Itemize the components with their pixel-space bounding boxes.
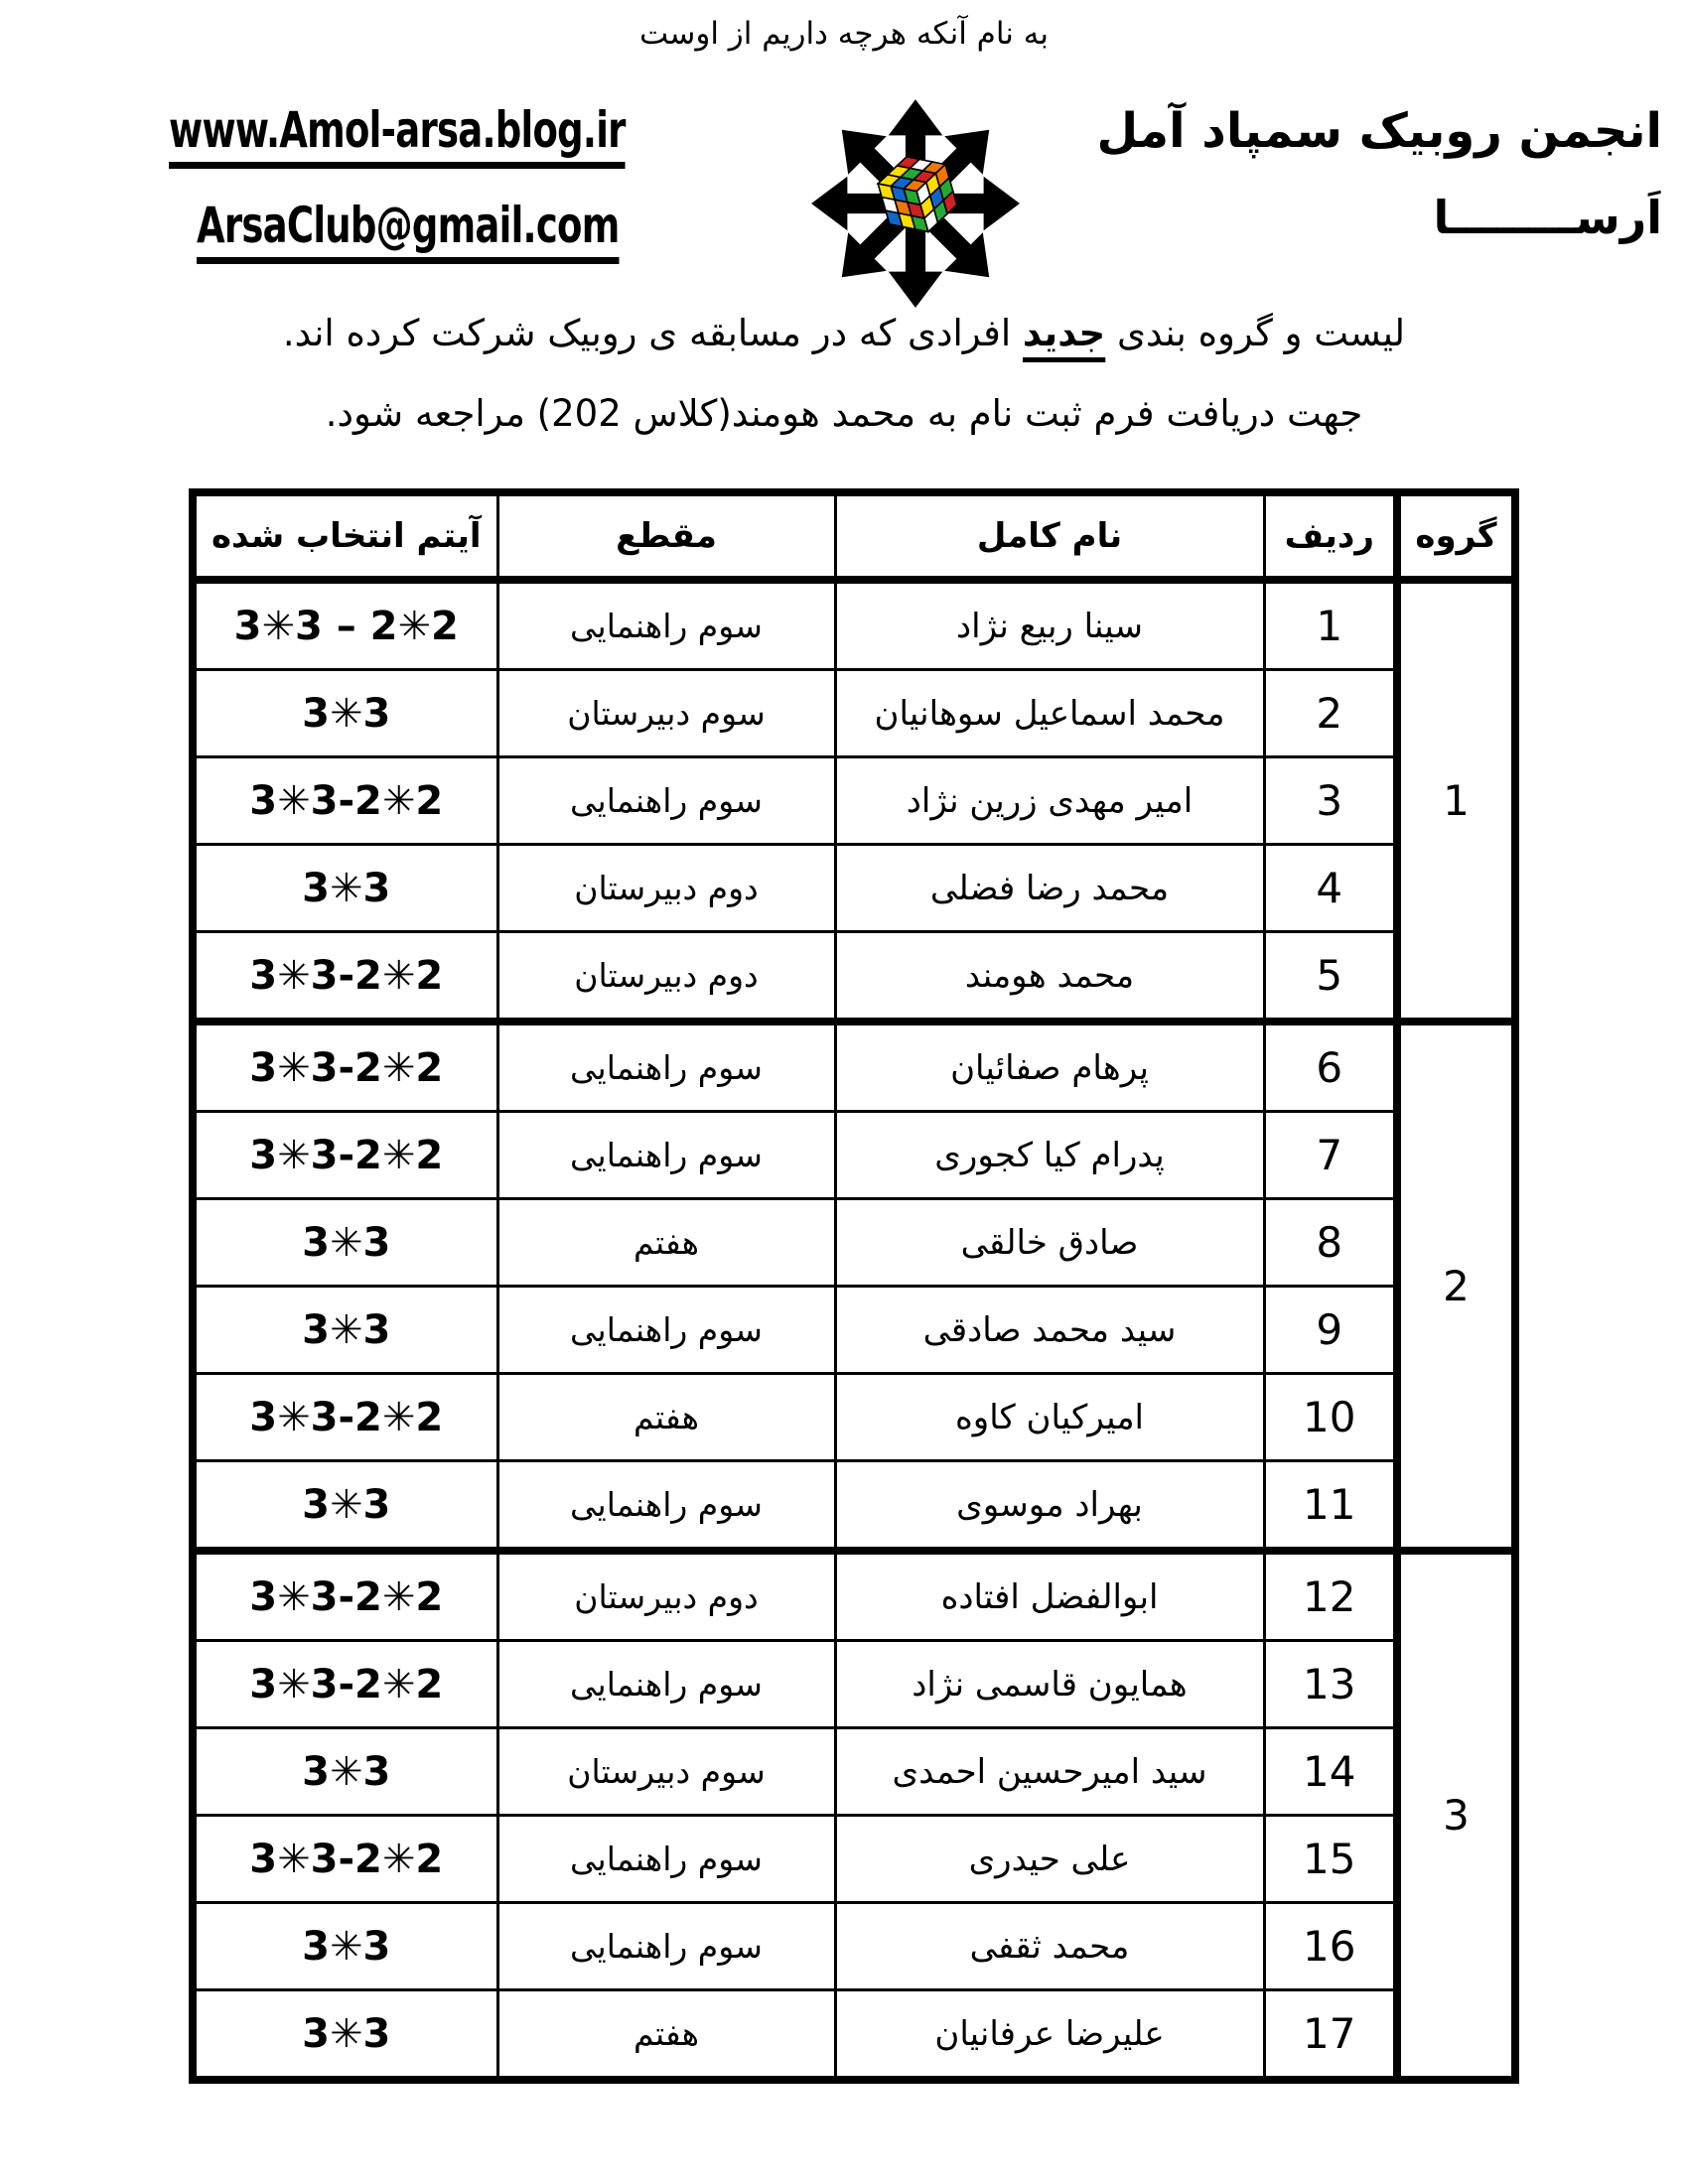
name-cell: محمد رضا فضلی xyxy=(835,845,1264,932)
table-row xyxy=(193,1728,1515,1816)
row-number-cell: 7 xyxy=(1264,1112,1397,1199)
row-number-cell: 4 xyxy=(1264,845,1397,932)
email-link: ArsaClub@gmail.com xyxy=(197,197,620,264)
grade-cell: هفتم xyxy=(497,1199,835,1287)
group-cell: 2 xyxy=(1397,1022,1515,1551)
item-cell: 3✳3-2✳2 xyxy=(193,757,497,845)
item-cell: 3✳3 xyxy=(193,1903,497,1990)
row-number-cell: 14 xyxy=(1264,1728,1397,1816)
row-number-cell: 15 xyxy=(1264,1816,1397,1903)
row-number-cell: 13 xyxy=(1264,1641,1397,1728)
row-number-cell: 6 xyxy=(1264,1022,1397,1112)
new-word-highlight: جدید xyxy=(1022,312,1106,354)
table-row xyxy=(193,1903,1515,1990)
bismillah-line: به نام آنکه هرچه داریم از اوست xyxy=(638,16,1050,52)
grade-cell: دوم دبیرستان xyxy=(497,845,835,932)
grade-cell: سوم راهنمایی xyxy=(497,1903,835,1990)
grade-cell: هفتم xyxy=(497,1990,835,2081)
intro-line xyxy=(0,312,1688,354)
grade-cell: سوم دبیرستان xyxy=(497,670,835,757)
intro-text-post: افرادی که در مسابقه ی روبیک شرکت کرده اند. xyxy=(282,312,1023,354)
row-number-cell: 10 xyxy=(1264,1374,1397,1461)
name-cell: امیرکیان کاوه xyxy=(835,1374,1264,1461)
row-number-cell: 3 xyxy=(1264,757,1397,845)
row-number-cell: 1 xyxy=(1264,580,1397,670)
org-block xyxy=(1021,91,1662,244)
roster-header-row xyxy=(193,492,1515,580)
item-cell: 3✳3 xyxy=(193,1199,497,1287)
table-row xyxy=(193,932,1515,1023)
table-row xyxy=(193,845,1515,932)
grade-cell: سوم راهنمایی xyxy=(497,1641,835,1728)
name-cell: بهراد موسوی xyxy=(835,1461,1264,1552)
table-row xyxy=(193,1022,1515,1112)
item-cell: 3✳3-2✳2 xyxy=(193,1112,497,1199)
roster-body xyxy=(193,580,1515,2080)
item-cell: 3✳3 xyxy=(193,670,497,757)
grade-cell: سوم راهنمایی xyxy=(497,757,835,845)
name-cell: پدرام کیا کجوری xyxy=(835,1112,1264,1199)
chaos-star-icon xyxy=(810,91,1021,312)
item-cell: 3✳3-2✳2 xyxy=(193,1022,497,1112)
name-cell: محمد هومند xyxy=(835,932,1264,1023)
table-row xyxy=(193,580,1515,670)
name-cell: صادق خالقی xyxy=(835,1199,1264,1287)
name-cell: ابوالفضل افتاده xyxy=(835,1551,1264,1641)
column-header-grade: مقطع xyxy=(497,492,835,580)
item-cell: 3✳3 xyxy=(193,1287,497,1374)
item-cell: 3✳3-2✳2 xyxy=(193,1374,497,1461)
row-number-cell: 8 xyxy=(1264,1199,1397,1287)
website-link: www.Amol-arsa.blog.ir xyxy=(169,101,626,169)
name-cell: امیر مهدی زرین نژاد xyxy=(835,757,1264,845)
roster-table xyxy=(189,488,1519,2084)
contact-block xyxy=(169,91,810,264)
row-number-cell: 5 xyxy=(1264,932,1397,1023)
item-cell: 3✳3 xyxy=(193,1728,497,1816)
table-row xyxy=(193,1461,1515,1552)
table-row xyxy=(193,757,1515,845)
row-number-cell: 2 xyxy=(1264,670,1397,757)
table-row xyxy=(193,1112,1515,1199)
item-cell: 3✳3-2✳2 xyxy=(193,932,497,1023)
org-short-name: اَرســــــــا xyxy=(1433,191,1662,244)
item-cell: 3✳3-2✳2 xyxy=(193,1641,497,1728)
grade-cell: هفتم xyxy=(497,1374,835,1461)
item-cell: 3✳3 xyxy=(193,1461,497,1552)
name-cell: محمد اسماعیل سوهانیان xyxy=(835,670,1264,757)
table-row xyxy=(193,1816,1515,1903)
name-cell: علیرضا عرفانیان xyxy=(835,1990,1264,2081)
column-header-row: ردیف xyxy=(1264,492,1397,580)
item-cell: 3✳3 – 2✳2 xyxy=(193,580,497,670)
column-header-name: نام کامل xyxy=(835,492,1264,580)
row-number-cell: 11 xyxy=(1264,1461,1397,1552)
name-cell: سید محمد صادقی xyxy=(835,1287,1264,1374)
table-row xyxy=(193,1287,1515,1374)
row-number-cell: 17 xyxy=(1264,1990,1397,2081)
row-number-cell: 12 xyxy=(1264,1551,1397,1641)
name-cell: همایون قاسمی نژاد xyxy=(835,1641,1264,1728)
grade-cell: سوم راهنمایی xyxy=(497,1022,835,1112)
column-header-group: گروه xyxy=(1397,492,1515,580)
intro-text-pre: لیست و گروه بندی xyxy=(1105,312,1406,354)
group-cell: 3 xyxy=(1397,1551,1515,2080)
table-row xyxy=(193,1551,1515,1641)
column-header-item: آیتم انتخاب شده xyxy=(193,492,497,580)
name-cell: سید امیرحسین احمدی xyxy=(835,1728,1264,1816)
grade-cell: سوم راهنمایی xyxy=(497,580,835,670)
name-cell: محمد ثقفی xyxy=(835,1903,1264,1990)
grade-cell: سوم راهنمایی xyxy=(497,1461,835,1552)
item-cell: 3✳3-2✳2 xyxy=(193,1816,497,1903)
row-number-cell: 16 xyxy=(1264,1903,1397,1990)
grade-cell: سوم راهنمایی xyxy=(497,1112,835,1199)
table-row xyxy=(193,670,1515,757)
name-cell: علی حیدری xyxy=(835,1816,1264,1903)
grade-cell: سوم راهنمایی xyxy=(497,1287,835,1374)
item-cell: 3✳3-2✳2 xyxy=(193,1551,497,1641)
item-cell: 3✳3 xyxy=(193,1990,497,2081)
grade-cell: سوم دبیرستان xyxy=(497,1728,835,1816)
table-row xyxy=(193,1199,1515,1287)
table-row xyxy=(193,1374,1515,1461)
name-cell: سینا ربیع نژاد xyxy=(835,580,1264,670)
document-header xyxy=(0,91,1688,312)
group-cell: 1 xyxy=(1397,580,1515,1022)
grade-cell: دوم دبیرستان xyxy=(497,932,835,1023)
grade-cell: سوم راهنمایی xyxy=(497,1816,835,1903)
arsa-logo xyxy=(810,91,1021,312)
org-title: انجمن روبیک سمپاد آمل xyxy=(1096,103,1662,159)
table-row xyxy=(193,1990,1515,2081)
row-number-cell: 9 xyxy=(1264,1287,1397,1374)
item-cell: 3✳3 xyxy=(193,845,497,932)
table-row xyxy=(193,1641,1515,1728)
note-line: جهت دریافت فرم ثبت نام به محمد هومند(کلاس 202) مراجعه شود. xyxy=(325,392,1363,435)
name-cell: پرهام صفائیان xyxy=(835,1022,1264,1112)
grade-cell: دوم دبیرستان xyxy=(497,1551,835,1641)
